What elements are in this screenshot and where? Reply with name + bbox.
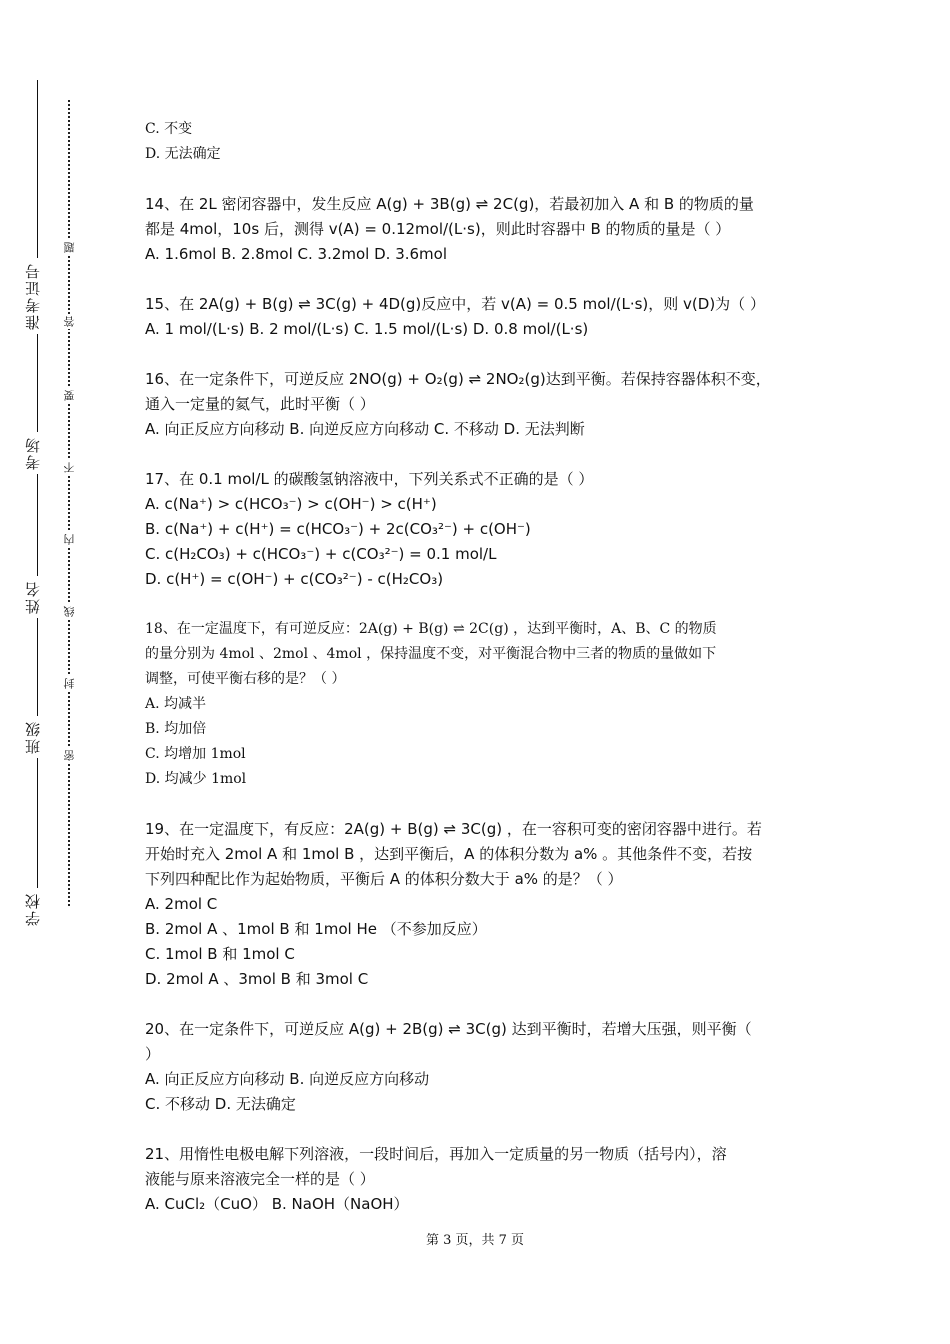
seal-word: 题	[63, 242, 76, 253]
question-19-option: C. 1mol B 和 1mol C	[145, 945, 295, 963]
label-exam-number: 准考证号	[22, 258, 43, 334]
question-17-option: D. c(H⁺) = c(OH⁻) + c(CO₃²⁻) - c(H₂CO₃)	[145, 570, 444, 588]
question-20-options: A. 向正反应方向移动 B. 向逆反应方向移动	[145, 1070, 430, 1088]
page-footer: 第 3 页，共 7 页	[425, 1233, 525, 1248]
seal-word: 线	[63, 606, 76, 617]
question-17-option: A. c(Na⁺) > c(HCO₃⁻) > c(OH⁻) > c(H⁺)	[145, 495, 437, 513]
seal-word: 答	[63, 316, 76, 327]
question-19-option: B. 2mol A 、1mol B 和 1mol He （不参加反应）	[145, 920, 487, 938]
question-18-text: 调整，可使平衡右移的是？（ ）	[145, 671, 346, 687]
question-19-text: 下列四种配比作为起始物质，平衡后 A 的体积分数大于 a% 的是？（ ）	[145, 870, 623, 888]
question-19-option: A. 2mol C	[145, 895, 218, 913]
seal-word: 内	[63, 534, 76, 545]
label-exam-room: 考场	[22, 432, 43, 474]
question-16-options: A. 向正反应方向移动 B. 向逆反应方向移动 C. 不移动 D. 无法判断	[145, 420, 585, 438]
seal-dotted-line	[68, 100, 70, 906]
question-20-options: C. 不移动 D. 无法确定	[145, 1095, 296, 1113]
question-content	[145, 117, 825, 1217]
question-18-option: D. 均减少 1mol	[145, 771, 247, 787]
question-21-text: 21、用惰性电极电解下列溶液，一段时间后，再加入一定质量的另一物质（括号内），溶	[145, 1145, 727, 1163]
question-15-options: A. 1 mol/(L·s) B. 2 mol/(L·s) C. 1.5 mol/(L·s) D. 0.8 mol/(L·s)	[145, 320, 589, 338]
label-name: 姓名	[22, 576, 43, 618]
binding-margin	[0, 80, 60, 930]
question-14-text: 都是 4mol，10s 后，测得 v(A) = 0.12mol/(L·s)，则此时容器中 B 的物质的量是（ ）	[145, 220, 731, 238]
question-18-option: C. 均增加 1mol	[145, 746, 246, 762]
question-19-text: 19、在一定温度下，有反应：2A(g) + B(g) ⇌ 3C(g) ，在一容积可变的密闭容器中进行。若	[145, 820, 762, 838]
question-20-text: ）	[145, 1045, 161, 1063]
question-17-option: C. c(H₂CO₃) + c(HCO₃⁻) + c(CO₃²⁻) = 0.1 mol/L	[145, 545, 497, 563]
question-17-option: B. c(Na⁺) + c(H⁺) = c(HCO₃⁻) + 2c(CO₃²⁻) + c(OH⁻)	[145, 520, 531, 538]
question-14-options: A. 1.6mol B. 2.8mol C. 3.2mol D. 3.6mol	[145, 245, 448, 263]
question-21-text: 液能与原来溶液完全一样的是（ ）	[145, 1170, 375, 1188]
label-class: 班级	[22, 716, 43, 758]
question-20-text: 20、在一定条件下，可逆反应 A(g) + 2B(g) ⇌ 3C(g) 达到平衡时，若增大压强，则平衡（	[145, 1020, 752, 1038]
question-18-text: 的量分别为 4mol 、2mol 、4mol ，保持温度不变，对平衡混合物中三者的物质的量做如下	[145, 646, 717, 662]
question-21-options: A. CuCl₂（CuO） B. NaOH（NaOH）	[145, 1195, 409, 1213]
question-18-option: A. 均减半	[145, 696, 207, 712]
question-14-text: 14、在 2L 密闭容器中，发生反应 A(g) + 3B(g) ⇌ 2C(g)，若最初加入 A 和 B 的物质的量	[145, 195, 754, 213]
question-16-text: 通入一定量的氦气，此时平衡（ ）	[145, 395, 375, 413]
seal-word: 密	[63, 750, 76, 761]
option-line: D. 无法确定	[145, 146, 221, 162]
question-18-text: 18、在一定温度下，有可逆反应：2A(g) + B(g) ⇌ 2C(g) ，达到平衡时，A、B、C 的物质	[145, 621, 717, 637]
label-school: 学校	[22, 888, 43, 930]
option-line: C. 不变	[145, 121, 193, 137]
question-16-text: 16、在一定条件下，可逆反应 2NO(g) + O₂(g) ⇌ 2NO₂(g)达到平衡。若保持容器体积不变，	[145, 370, 771, 388]
seal-word: 不	[63, 462, 76, 473]
binding-line	[37, 80, 38, 920]
question-15-text: 15、在 2A(g) + B(g) ⇌ 3C(g) + 4D(g)反应中，若 v(A) = 0.5 mol/(L·s)，则 v(D)为（ ）	[145, 295, 765, 313]
question-18-option: B. 均加倍	[145, 721, 207, 737]
question-19-option: D. 2mol A 、3mol B 和 3mol C	[145, 970, 369, 988]
seal-word: 要	[63, 390, 76, 401]
seal-word: 封	[63, 678, 76, 689]
question-19-text: 开始时充入 2mol A 和 1mol B ，达到平衡后，A 的体积分数为 a% 。其他条件不变，若按	[145, 845, 753, 863]
question-17-text: 17、在 0.1 mol/L 的碳酸氢钠溶液中，下列关系式不正确的是（ ）	[145, 470, 594, 488]
